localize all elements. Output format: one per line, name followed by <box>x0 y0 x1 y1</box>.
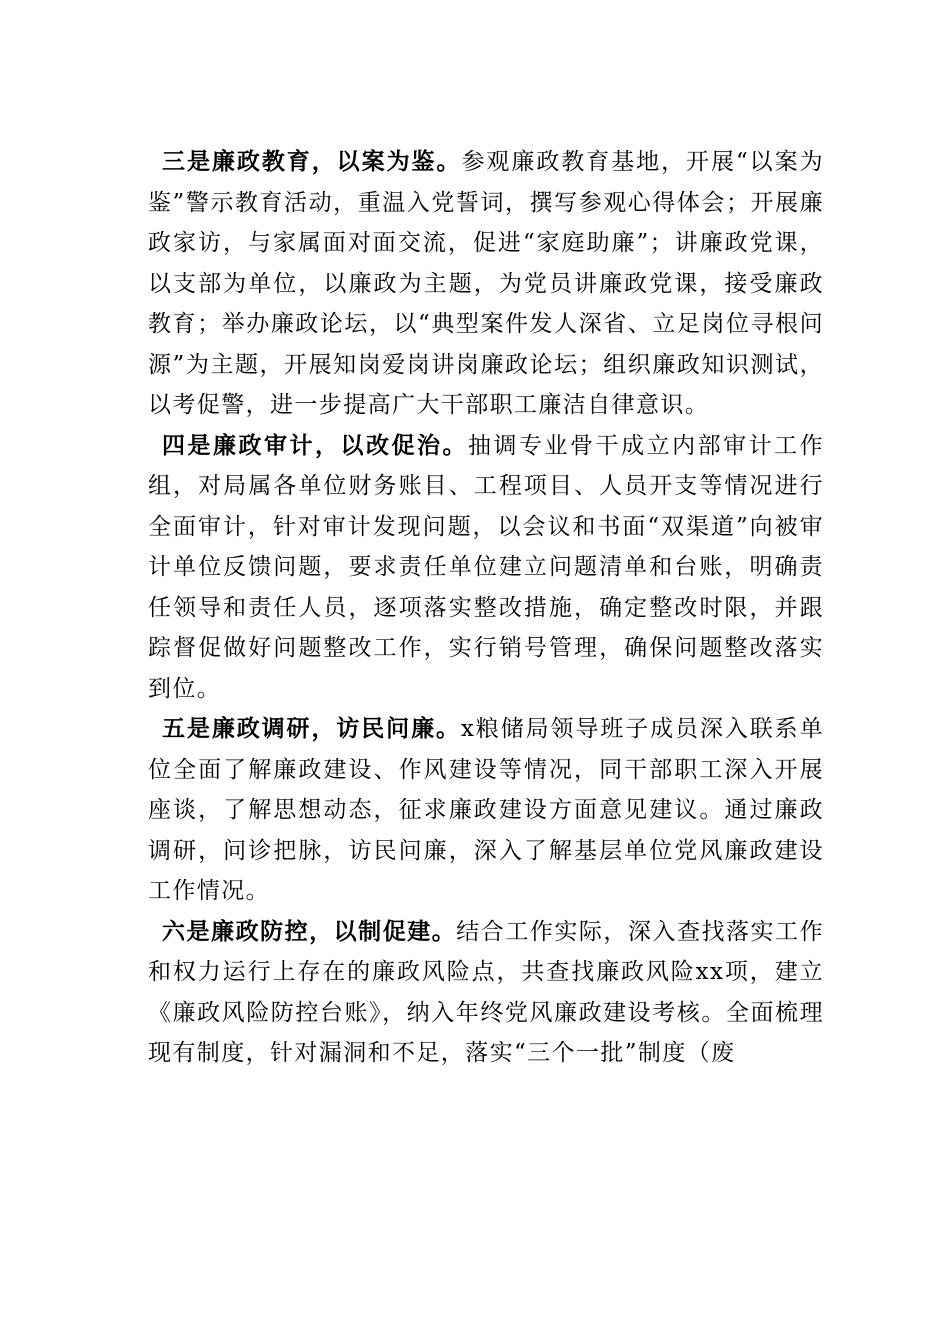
paragraph-text: 参观廉政教育基地，开展“以案为鉴”警示教育活动，重温入党誓词，撰写参观心得体会；开展廉政家访，与家属面对面交流，促进“家庭助廉”；讲廉政党课，以支部为单位，以廉政为主题，为党员讲廉政党课，接受廉政教育；举办廉政论坛，以“典型案件发人深省、立足岗位寻根问源”为主题，开展知岗爱岗讲岗廉政论坛；组织廉政知识测试，以考促警，进一步提高广大干部职工廉洁自律意识。 <box>148 149 824 418</box>
paragraph-text: 抽调专业骨干成立内部审计工作组，对局属各单位财务账目、工程项目、人员开支等情况进行全面审计，针对审计发现问题，以会议和书面“双渠道”向被审计单位反馈问题，要求责任单位建立问题清单和台账，明确责任领导和责任人员，逐项落实整改措施，确定整改时限，并跟踪督促做好问题整改工作，实行销号管理，确保问题整改落实到位。 <box>148 432 824 702</box>
paragraph-lead: 三是廉政教育，以案为鉴。 <box>162 148 462 175</box>
document-body <box>148 142 824 1074</box>
paragraph-research <box>148 709 824 912</box>
paragraph-prevention <box>148 912 824 1074</box>
paragraph-lead: 四是廉政审计，以改促治。 <box>162 431 469 459</box>
paragraph-lead: 五是廉政调研，访民问廉。 <box>162 715 461 742</box>
paragraph-audit <box>148 426 824 710</box>
paragraph-education <box>148 142 824 426</box>
paragraph-lead: 六是廉政防控，以制促建。 <box>162 917 457 945</box>
paragraph-text: 结合工作实际，深入查找落实工作和权力运行上存在的廉政风险点，共查找廉政风险xx项，建立《廉政风险防控台账》，纳入年终党风廉政建设考核。全面梳理现有制度，针对漏洞和不足，落实“三个一批”制度（废 <box>148 918 824 1066</box>
paragraph-text: x粮储局领导班子成员深入联系单位全面了解廉政建设、作风建设等情况，同干部职工深入开展座谈，了解思想动态，征求廉政建设方面意见建议。通过廉政调研，问诊把脉，访民问廉，深入了解基层单位党风廉政建设工作情况。 <box>148 716 824 904</box>
